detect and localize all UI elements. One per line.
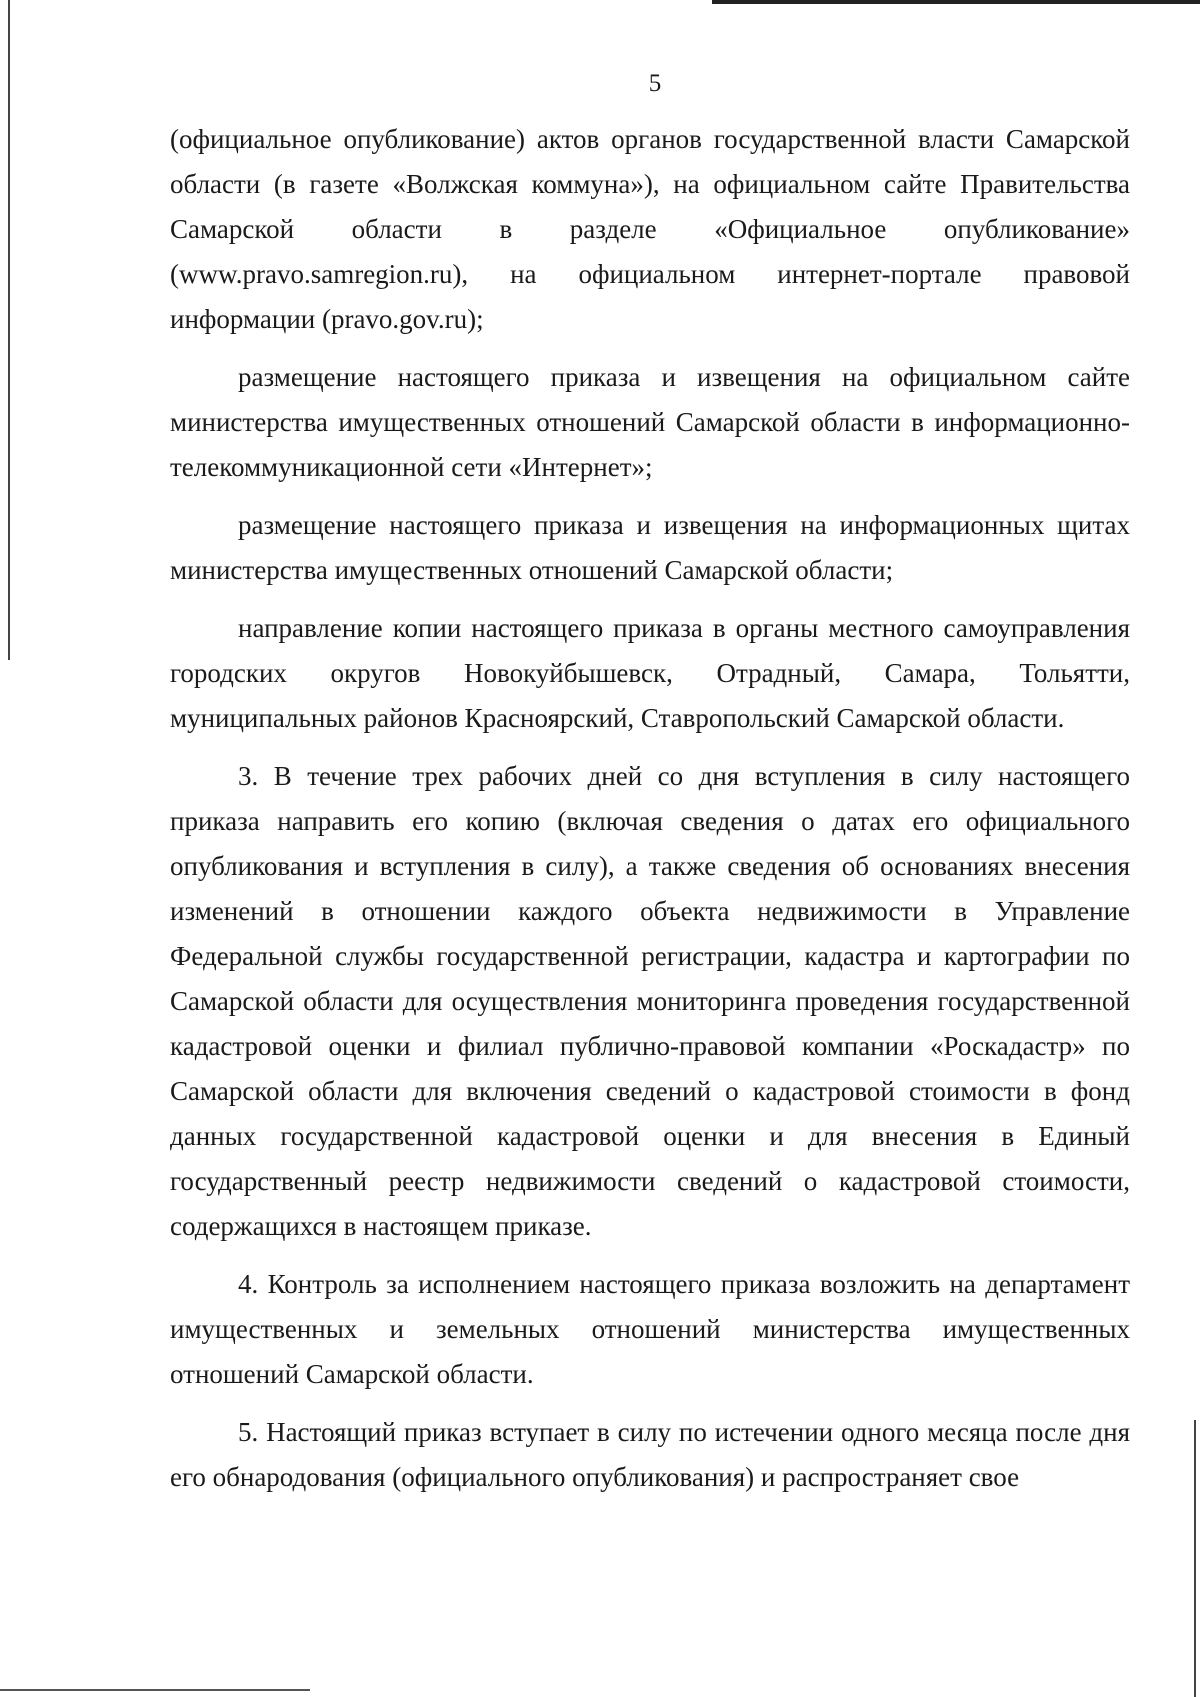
scan-edge-left <box>8 0 10 660</box>
document-body <box>170 117 1130 1513</box>
scan-edge-top <box>712 0 1200 4</box>
paragraph-publication-continued: (официальное опубликование) актов органов государственной власти Самарской области (в газете «Волжская коммуна»), на официальном сайте Правительства Самарской области в разделе «Официальное опубликование» (www.pravo.samregion.ru), на официальном интернет-портале правовой информации (pravo.gov.ru); <box>170 124 1130 334</box>
paragraph-local-governments: направление копии настоящего приказа в органы местного самоуправления городских округов Новокуйбышевск, Отрадный, Самара, Тольятти, муниципальных районов Красноярский, Ставропольский Самарской области. <box>170 613 1130 733</box>
scan-edge-bottom <box>0 1689 310 1691</box>
paragraph-info-boards: размещение настоящего приказа и извещения на информационных щитах министерства имущественных отношений Самарской области; <box>170 510 1130 585</box>
paragraph-ministry-site: размещение настоящего приказа и извещения на официальном сайте министерства имущественных отношений Самарской области в информационно-телекоммуникационной сети «Интернет»; <box>170 362 1130 482</box>
paragraph-item-4: 4. Контроль за исполнением настоящего приказа возложить на департамент имущественных и земельных отношений министерства имущественных отношений Самарской области. <box>170 1269 1130 1389</box>
paragraph-item-3: 3. В течение трех рабочих дней со дня вступления в силу настоящего приказа направить его копию (включая сведения о датах его официального опубликования и вступления в силу), а также сведения об основаниях внесения изменений в отношении каждого объекта недвижимости в Управление Федеральной службы государственной регистрации, кадастра и картографии по Самарской области для осуществления мониторинга проведения государственной кадастровой оценки и филиал публично-правовой компании «Роскадастр» по Самарской области для включения сведений о кадастровой стоимости в фонд данных государственной кадастровой оценки и для внесения в Единый государственный реестр недвижимости сведений о кадастровой стоимости, содержащихся в настоящем приказе. <box>170 761 1130 1241</box>
page-number: 5 <box>648 70 662 97</box>
scan-edge-right <box>1194 1420 1196 1697</box>
paragraph-item-5: 5. Настоящий приказ вступает в силу по истечении одного месяца после дня его обнародования (официального опубликования) и распространяет свое <box>170 1417 1130 1492</box>
